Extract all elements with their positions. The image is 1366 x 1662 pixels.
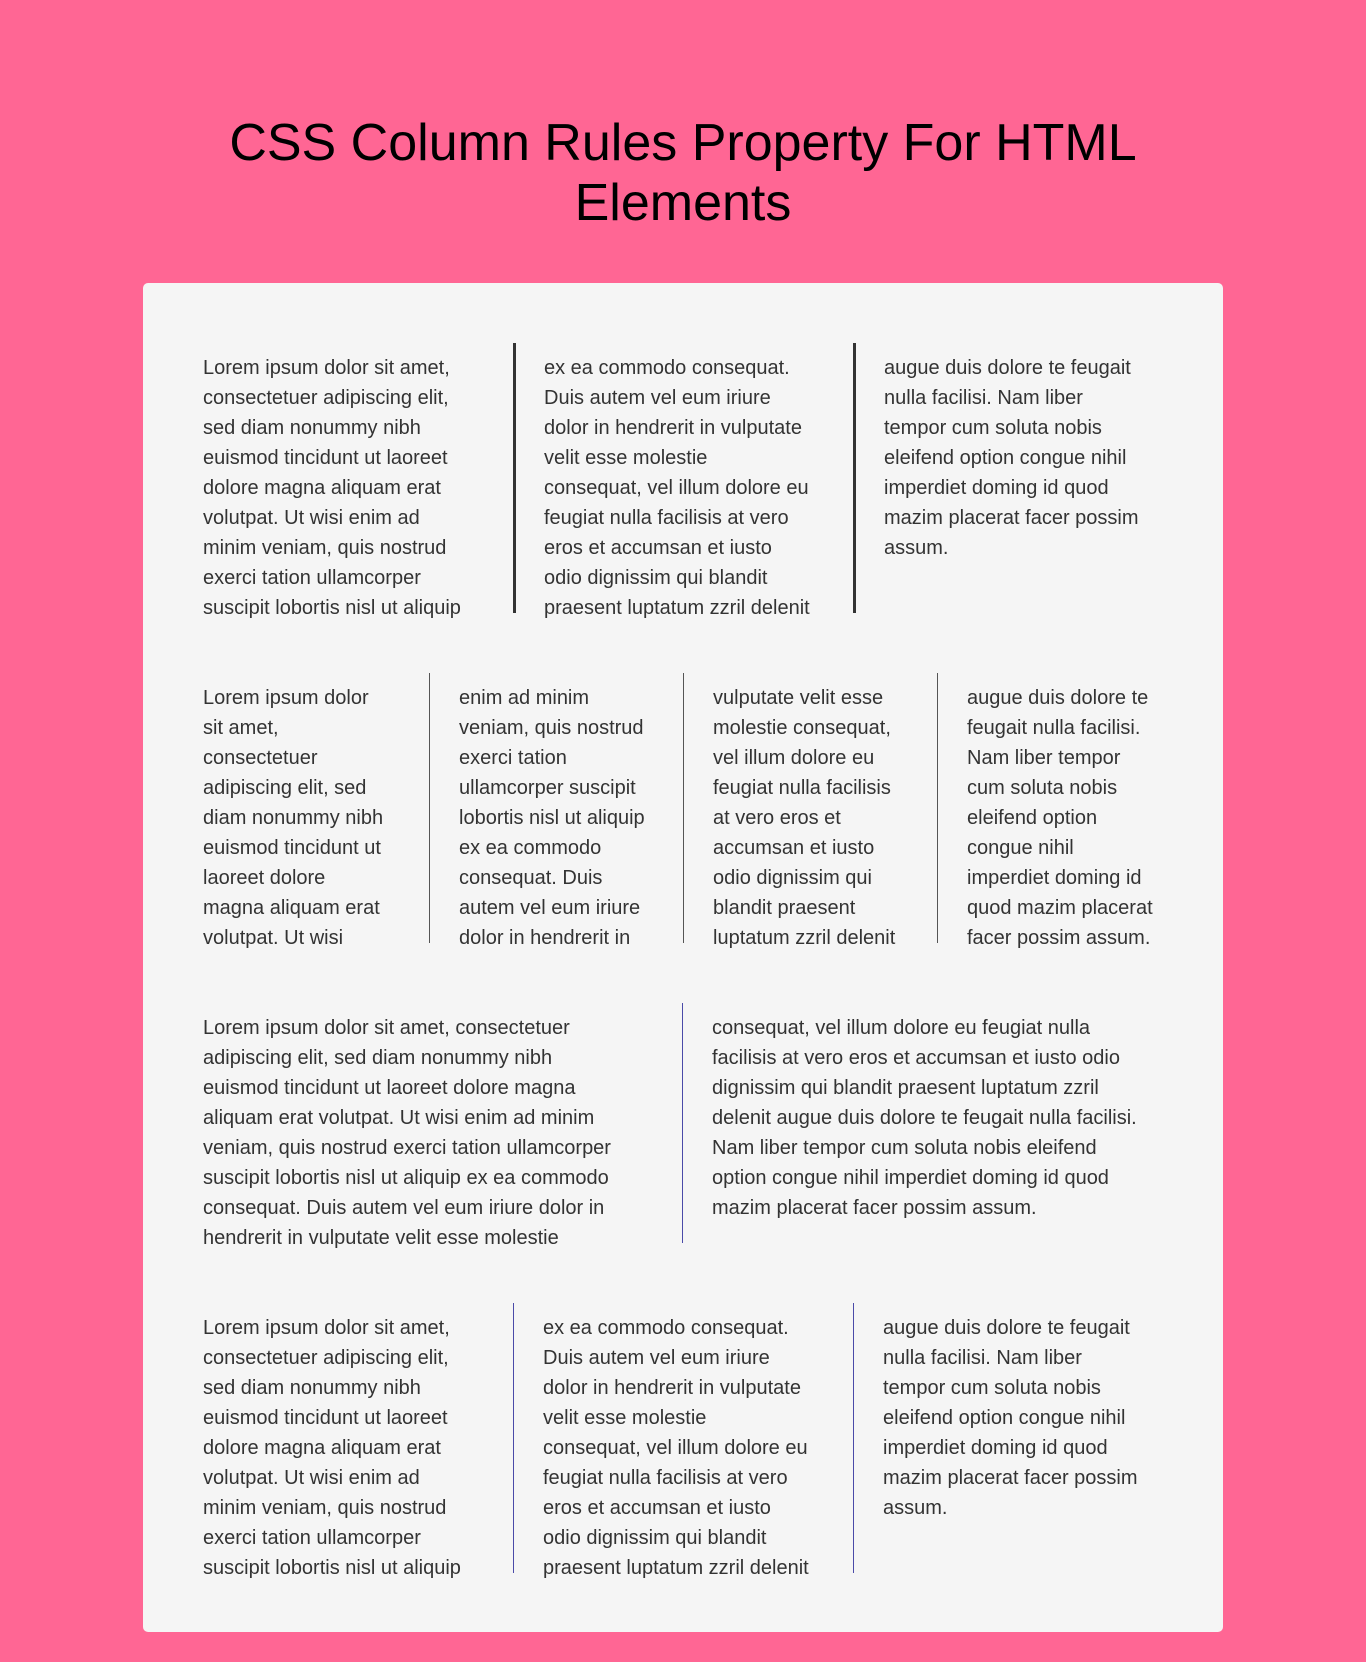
- text-line: consequat, vel illum dolore eu: [544, 477, 809, 499]
- three-column-section-blue-rule: [203, 1303, 1163, 1579]
- text-line: Lorem ipsum dolor sit amet, consectetuer: [203, 1017, 570, 1039]
- text-line: odio dignissim qui blandit: [544, 567, 768, 589]
- text-line: augue duis dolore te feugait: [883, 1317, 1130, 1339]
- text-line: eleifend option congue nihil: [884, 447, 1127, 469]
- text-line: cum soluta nobis: [967, 777, 1118, 799]
- text-line: Nam liber tempor cum soluta nobis eleifend: [712, 1137, 1097, 1159]
- text-line: consequat, vel illum dolore eu feugiat nulla: [712, 1017, 1091, 1039]
- text-line: laoreet dolore: [203, 867, 326, 889]
- text-line: exerci tation: [459, 747, 567, 769]
- page-title: [143, 113, 1223, 233]
- text-column: [937, 673, 1163, 949]
- text-line: option congue nihil imperdiet doming id quod: [712, 1167, 1109, 1189]
- text-line: volutpat. Ut wisi enim ad: [203, 507, 420, 529]
- text-line: augue duis dolore te feugait: [884, 357, 1131, 379]
- text-line: aliquam erat volutpat. Ut wisi enim ad minim: [203, 1107, 595, 1129]
- text-line: volutpat. Ut wisi enim ad: [203, 1467, 420, 1489]
- text-line: hendrerit in vulputate velit esse molestie: [203, 1227, 559, 1249]
- text-line: mazim placerat facer possim assum.: [712, 1197, 1037, 1219]
- text-line: feugiat nulla facilisis at vero: [543, 1467, 788, 1489]
- text-line: congue nihil: [967, 837, 1074, 859]
- text-line: adipiscing elit, sed diam nonummy nibh: [203, 1047, 553, 1069]
- text-line: suscipit lobortis nisl ut aliquip ex ea commodo: [203, 1167, 609, 1189]
- text-line: mazim placerat facer possim: [883, 1467, 1138, 1489]
- text-line: eros et accumsan et iusto: [543, 1497, 771, 1519]
- text-line: imperdiet doming id quod: [884, 477, 1109, 499]
- text-line: ex ea commodo consequat.: [543, 1317, 789, 1339]
- text-line: consectetuer: [203, 747, 318, 769]
- text-column: [203, 343, 513, 619]
- text-line: euismod tincidunt ut laoreet: [203, 447, 448, 469]
- text-line: imperdiet doming id: [967, 867, 1142, 889]
- text-line: suscipit lobortis nisl ut aliquip: [203, 1557, 461, 1579]
- text-line: Nam liber tempor: [967, 747, 1121, 769]
- text-line: blandit praesent: [713, 897, 856, 919]
- text-column: [203, 673, 429, 949]
- text-line: praesent luptatum zzril delenit: [543, 1557, 809, 1579]
- four-column-section-thin-rule: [203, 673, 1163, 949]
- text-line: sed diam nonummy nibh: [203, 1377, 421, 1399]
- text-column: [853, 343, 1163, 613]
- text-line: dolor in hendrerit in vulputate: [544, 417, 802, 439]
- text-line: delenit augue duis dolore te feugait nulla facilisi.: [712, 1107, 1137, 1129]
- text-line: consequat. Duis autem vel eum iriure dolor in: [203, 1197, 605, 1219]
- text-column: [513, 1303, 853, 1579]
- page-title-line-2: Elements: [574, 174, 792, 232]
- text-line: imperdiet doming id quod: [883, 1437, 1108, 1459]
- three-column-section-thick-rule: [203, 343, 1163, 619]
- text-line: dolore magna aliquam erat: [203, 1437, 441, 1459]
- text-column: [683, 673, 937, 949]
- text-line: dolore magna aliquam erat: [203, 477, 441, 499]
- text-line: feugait nulla facilisi.: [967, 717, 1141, 739]
- text-line: tempor cum soluta nobis: [884, 417, 1102, 439]
- text-line: exerci tation ullamcorper: [203, 567, 421, 589]
- text-column: [203, 1303, 513, 1579]
- text-line: adipiscing elit, sed: [203, 777, 367, 799]
- text-line: augue duis dolore te: [967, 687, 1149, 709]
- text-line: eleifend option congue nihil: [883, 1407, 1126, 1429]
- text-line: ex ea commodo consequat.: [544, 357, 790, 379]
- text-line: assum.: [884, 537, 949, 559]
- text-column: [429, 673, 683, 949]
- text-line: nulla facilisi. Nam liber: [883, 1347, 1082, 1369]
- text-line: euismod tincidunt ut: [203, 837, 381, 859]
- text-line: enim ad minim: [459, 687, 590, 709]
- text-line: Lorem ipsum dolor sit amet,: [203, 357, 450, 379]
- text-line: feugiat nulla facilisis: [713, 777, 891, 799]
- text-line: autem vel eum iriure: [459, 897, 641, 919]
- text-line: molestie consequat,: [713, 717, 891, 739]
- text-line: consequat. Duis: [459, 867, 603, 889]
- text-column: [682, 1003, 1163, 1243]
- text-column: [513, 343, 853, 619]
- text-line: dolor in hendrerit in vulputate: [543, 1377, 801, 1399]
- text-line: minim veniam, quis nostrud: [203, 1497, 447, 1519]
- text-line: quod mazim placerat: [967, 897, 1153, 919]
- text-line: veniam, quis nostrud exerci tation ullamcorper: [203, 1137, 611, 1159]
- text-line: lobortis nisl ut aliquip: [459, 807, 645, 829]
- text-line: praesent luptatum zzril delenit: [544, 597, 810, 619]
- text-line: vulputate velit esse: [713, 687, 884, 709]
- text-line: suscipit lobortis nisl ut aliquip: [203, 597, 461, 619]
- text-line: accumsan et iusto: [713, 837, 875, 859]
- text-line: odio dignissim qui blandit: [543, 1527, 767, 1549]
- text-line: diam nonummy nibh: [203, 807, 384, 829]
- text-line: Lorem ipsum dolor: [203, 687, 369, 709]
- text-line: dolor in hendrerit in: [459, 927, 631, 949]
- text-line: magna aliquam erat: [203, 897, 380, 919]
- text-line: ullamcorper suscipit: [459, 777, 636, 799]
- two-column-section-blue-rule: [203, 1003, 1163, 1249]
- text-line: facer possim assum.: [967, 927, 1151, 949]
- text-line: consectetuer adipiscing elit,: [203, 387, 449, 409]
- text-line: vel illum dolore eu: [713, 747, 875, 769]
- text-line: tempor cum soluta nobis: [883, 1377, 1101, 1399]
- text-line: Duis autem vel eum iriure: [544, 387, 771, 409]
- text-line: assum.: [883, 1497, 948, 1519]
- text-line: eros et accumsan et iusto: [544, 537, 772, 559]
- text-line: feugiat nulla facilisis at vero: [544, 507, 789, 529]
- text-line: odio dignissim qui: [713, 867, 872, 889]
- text-line: facilisis at vero eros et accumsan et iusto odio: [712, 1047, 1120, 1069]
- text-line: Lorem ipsum dolor sit amet,: [203, 1317, 450, 1339]
- text-line: volutpat. Ut wisi: [203, 927, 344, 949]
- text-line: minim veniam, quis nostrud: [203, 537, 447, 559]
- text-column: [853, 1303, 1163, 1573]
- text-line: dignissim qui blandit praesent luptatum zzril: [712, 1077, 1099, 1099]
- content-card: [143, 283, 1223, 1632]
- text-line: velit esse molestie: [544, 447, 708, 469]
- text-column: [203, 1003, 682, 1249]
- text-line: exerci tation ullamcorper: [203, 1527, 421, 1549]
- text-line: sed diam nonummy nibh: [203, 417, 421, 439]
- text-line: ex ea commodo: [459, 837, 602, 859]
- text-line: euismod tincidunt ut laoreet dolore magna: [203, 1077, 576, 1099]
- text-line: velit esse molestie: [543, 1407, 707, 1429]
- text-line: euismod tincidunt ut laoreet: [203, 1407, 448, 1429]
- text-line: Duis autem vel eum iriure: [543, 1347, 770, 1369]
- text-line: eleifend option: [967, 807, 1098, 829]
- text-line: veniam, quis nostrud: [459, 717, 644, 739]
- text-line: at vero eros et: [713, 807, 841, 829]
- text-line: consectetuer adipiscing elit,: [203, 1347, 449, 1369]
- text-line: nulla facilisi. Nam liber: [884, 387, 1083, 409]
- text-line: sit amet,: [203, 717, 279, 739]
- page-title-line-1: CSS Column Rules Property For HTML: [229, 114, 1137, 172]
- text-line: luptatum zzril delenit: [713, 927, 896, 949]
- text-line: mazim placerat facer possim: [884, 507, 1139, 529]
- text-line: consequat, vel illum dolore eu: [543, 1437, 808, 1459]
